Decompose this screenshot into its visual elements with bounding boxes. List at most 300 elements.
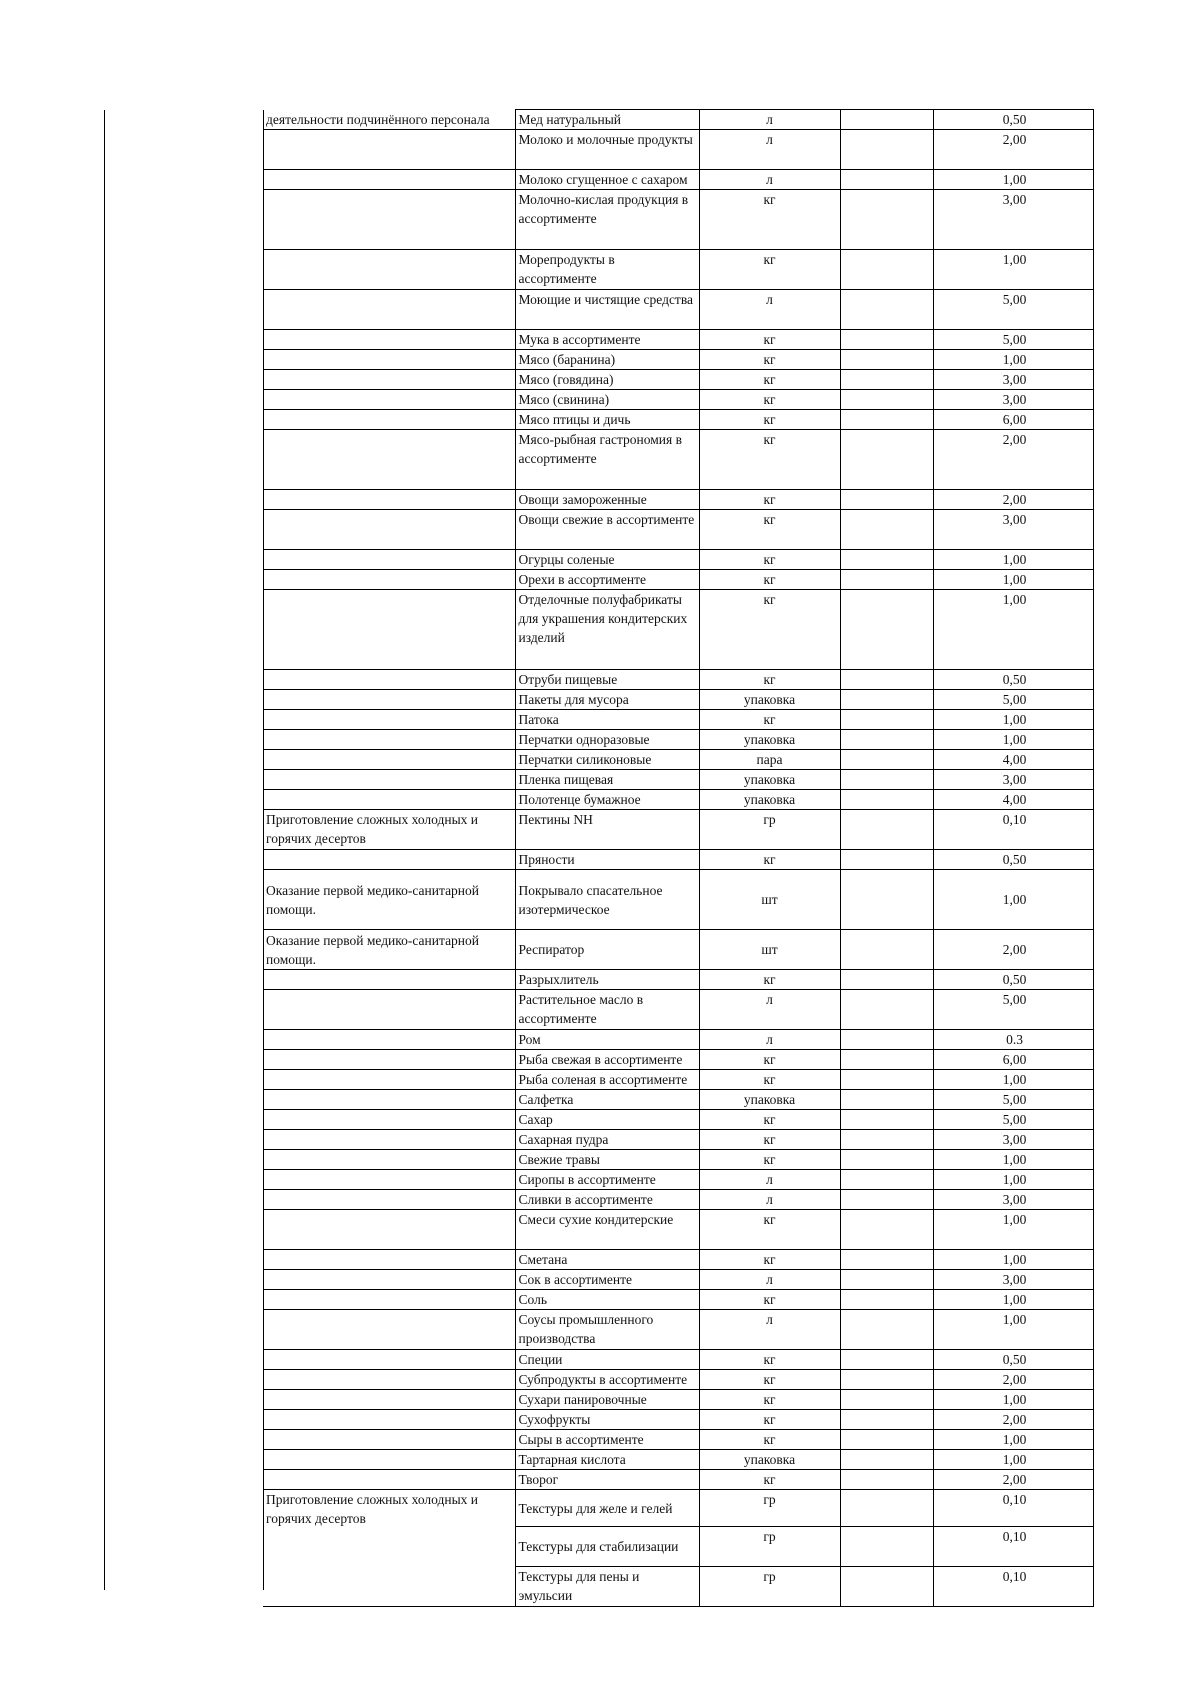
quantity-cell: 1,00: [933, 250, 1093, 290]
section-cell: [263, 730, 515, 750]
section-cell: [263, 790, 515, 810]
blank-cell: [840, 810, 933, 850]
blank-cell: [840, 990, 933, 1030]
item-name-cell: Сахарная пудра: [515, 1130, 699, 1150]
table-row: [263, 1470, 1093, 1490]
quantity-cell: 1,00: [933, 1430, 1093, 1450]
unit-cell: кг: [699, 1050, 840, 1070]
table-row: [263, 1410, 1093, 1430]
section-cell: [263, 1170, 515, 1190]
unit-cell: кг: [699, 1470, 840, 1490]
section-cell: [263, 770, 515, 790]
table-row: [263, 730, 1093, 750]
item-name-cell: Сахар: [515, 1110, 699, 1130]
table-row: [263, 690, 1093, 710]
quantity-cell: 1,00: [933, 570, 1093, 590]
blank-cell: [840, 570, 933, 590]
table-row: [263, 290, 1093, 330]
section-cell: [263, 550, 515, 570]
quantity-cell: 5,00: [933, 990, 1093, 1030]
table-row: [263, 1110, 1093, 1130]
item-name-cell: Перчатки одноразовые: [515, 730, 699, 750]
unit-cell: л: [699, 1310, 840, 1350]
quantity-cell: 2,00: [933, 1470, 1093, 1490]
section-cell: [263, 870, 515, 930]
quantity-cell: 3,00: [933, 370, 1093, 390]
section-label: Приготовление сложных холодных и горячих десертов: [266, 1492, 479, 1526]
item-name-cell: Сухофрукты: [515, 1410, 699, 1430]
item-name-cell: Покрывало спасательное изотермическое: [515, 870, 699, 930]
unit-cell: кг: [699, 1250, 840, 1270]
section-cell: [263, 1070, 515, 1090]
table-row: [263, 1050, 1093, 1070]
blank-cell: [840, 390, 933, 410]
section-cell: [263, 1290, 515, 1310]
section-cell: [263, 1450, 515, 1470]
item-name-cell: Соль: [515, 1290, 699, 1310]
blank-cell: [840, 1490, 933, 1527]
quantity-cell: 2,00: [933, 430, 1093, 490]
quantity-cell: 0,10: [933, 1527, 1093, 1567]
quantity-cell: 3,00: [933, 1270, 1093, 1290]
table-row: [263, 1130, 1093, 1150]
item-name-cell: Творог: [515, 1470, 699, 1490]
section-cell: [263, 1490, 515, 1607]
section-cell: [263, 430, 515, 490]
unit-cell: кг: [699, 1130, 840, 1150]
item-name-cell: Мясо-рыбная гастрономия в ассортименте: [515, 430, 699, 490]
quantity-cell: 1,00: [933, 1290, 1093, 1310]
item-name-cell: Пектины NH: [515, 810, 699, 850]
quantity-cell: 1,00: [933, 1210, 1093, 1250]
section-cell: [263, 1270, 515, 1290]
section-cell: [263, 350, 515, 370]
quantity-cell: 5,00: [933, 330, 1093, 350]
blank-cell: [840, 1070, 933, 1090]
table-row: [263, 410, 1093, 430]
section-cell: [263, 1470, 515, 1490]
section-label: Оказание первой медико-санитарной помощи.: [266, 932, 480, 967]
section-cell: [263, 170, 515, 190]
unit-cell: пара: [699, 750, 840, 770]
blank-cell: [840, 1210, 933, 1250]
item-name-cell: Сухари панировочные: [515, 1390, 699, 1410]
blank-cell: [840, 430, 933, 490]
unit-cell: л: [699, 110, 840, 130]
quantity-cell: 1,00: [933, 1170, 1093, 1190]
blank-cell: [840, 1110, 933, 1130]
item-name-cell: Сливки в ассортименте: [515, 1190, 699, 1210]
item-name-cell: Мясо птицы и дичь: [515, 410, 699, 430]
item-name-cell: Салфетка: [515, 1090, 699, 1110]
table-row: [263, 550, 1093, 570]
unit-cell: упаковка: [699, 1450, 840, 1470]
quantity-cell: 5,00: [933, 290, 1093, 330]
blank-cell: [840, 590, 933, 670]
section-cell: [263, 930, 515, 970]
section-cell: [263, 290, 515, 330]
blank-cell: [840, 1527, 933, 1567]
unit-cell: кг: [699, 250, 840, 290]
table-row: [263, 590, 1093, 670]
item-name-cell: Молоко и молочные продукты: [515, 130, 699, 170]
unit-cell: кг: [699, 190, 840, 250]
quantity-cell: 1,00: [933, 590, 1093, 670]
blank-cell: [840, 490, 933, 510]
unit-cell: кг: [699, 1070, 840, 1090]
item-name-cell: Мясо (говядина): [515, 370, 699, 390]
item-name-cell: Патока: [515, 710, 699, 730]
table-row: [263, 1030, 1093, 1050]
item-name-cell: Рыба свежая в ассортименте: [515, 1050, 699, 1070]
blank-cell: [840, 1150, 933, 1170]
table-row: [263, 170, 1093, 190]
section-cell: [263, 510, 515, 550]
item-name-cell: Мясо (свинина): [515, 390, 699, 410]
blank-cell: [840, 350, 933, 370]
blank-cell: [840, 1350, 933, 1370]
table-row: [263, 370, 1093, 390]
blank-cell: [840, 510, 933, 550]
section-cell: [263, 750, 515, 770]
unit-cell: кг: [699, 710, 840, 730]
table-row: [263, 970, 1093, 990]
table-row: [263, 390, 1093, 410]
section-cell: [263, 1090, 515, 1110]
quantity-cell: 1,00: [933, 730, 1093, 750]
section-cell: [263, 970, 515, 990]
unit-cell: упаковка: [699, 770, 840, 790]
section-cell: [263, 990, 515, 1030]
unit-cell: кг: [699, 850, 840, 870]
blank-cell: [840, 1290, 933, 1310]
item-name-cell: Пленка пищевая: [515, 770, 699, 790]
unit-cell: л: [699, 990, 840, 1030]
table-row: [263, 710, 1093, 730]
table-row: [263, 990, 1093, 1030]
item-name-cell: Растительное масло в ассортименте: [515, 990, 699, 1030]
blank-cell: [840, 290, 933, 330]
blank-cell: [840, 1170, 933, 1190]
section-cell: [263, 1310, 515, 1350]
section-cell: [263, 330, 515, 350]
table-row: [263, 1490, 1093, 1527]
quantity-cell: 1,00: [933, 170, 1093, 190]
section-cell: [263, 1030, 515, 1050]
section-cell: [263, 1370, 515, 1390]
item-name-cell: Мука в ассортименте: [515, 330, 699, 350]
table-row: [263, 1270, 1093, 1290]
unit-cell: шт: [699, 870, 840, 930]
item-name-cell: Сметана: [515, 1250, 699, 1270]
item-name-cell: Ром: [515, 1030, 699, 1050]
item-name-cell: Сиропы в ассортименте: [515, 1170, 699, 1190]
blank-cell: [840, 770, 933, 790]
quantity-cell: 5,00: [933, 1110, 1093, 1130]
unit-cell: л: [699, 1270, 840, 1290]
table-row: [263, 810, 1093, 850]
unit-cell: гр: [699, 1490, 840, 1527]
table-row: [263, 570, 1093, 590]
blank-cell: [840, 870, 933, 930]
quantity-cell: 2,00: [933, 930, 1093, 970]
unit-cell: упаковка: [699, 690, 840, 710]
blank-cell: [840, 250, 933, 290]
item-name-cell: Овощи замороженные: [515, 490, 699, 510]
blank-cell: [840, 1190, 933, 1210]
quantity-cell: 0,50: [933, 110, 1093, 130]
unit-cell: кг: [699, 490, 840, 510]
unit-cell: упаковка: [699, 730, 840, 750]
item-name-cell: Пряности: [515, 850, 699, 870]
table-row: [263, 1350, 1093, 1370]
blank-cell: [840, 1270, 933, 1290]
item-name-cell: Текстуры для пены и эмульсии: [515, 1567, 699, 1607]
section-cell: [263, 110, 515, 130]
table-row: [263, 1310, 1093, 1350]
quantity-cell: 1,00: [933, 1390, 1093, 1410]
blank-cell: [840, 170, 933, 190]
table-row: [263, 1390, 1093, 1410]
table-row: [263, 1070, 1093, 1090]
unit-cell: гр: [699, 1567, 840, 1607]
item-name-cell: Смеси сухие кондитерские: [515, 1210, 699, 1250]
blank-cell: [840, 850, 933, 870]
quantity-cell: 3,00: [933, 390, 1093, 410]
item-name-cell: Овощи свежие в ассортименте: [515, 510, 699, 550]
unit-cell: кг: [699, 590, 840, 670]
blank-cell: [840, 1370, 933, 1390]
quantity-cell: 1,00: [933, 1150, 1093, 1170]
section-cell: [263, 1210, 515, 1250]
unit-cell: кг: [699, 330, 840, 350]
blank-cell: [840, 370, 933, 390]
blank-cell: [840, 550, 933, 570]
table-row: [263, 1370, 1093, 1390]
blank-cell: [840, 1470, 933, 1490]
table-row: [263, 1190, 1093, 1210]
item-name-cell: Субпродукты в ассортименте: [515, 1370, 699, 1390]
table-row: [263, 1290, 1093, 1310]
quantity-cell: 1,00: [933, 1310, 1093, 1350]
item-name-cell: Респиратор: [515, 930, 699, 970]
quantity-cell: 5,00: [933, 1090, 1093, 1110]
blank-cell: [840, 410, 933, 430]
quantity-cell: 1,00: [933, 350, 1093, 370]
section-cell: [263, 670, 515, 690]
unit-cell: кг: [699, 390, 840, 410]
quantity-cell: 3,00: [933, 770, 1093, 790]
blank-cell: [840, 1310, 933, 1350]
section-cell: [263, 410, 515, 430]
section-cell: [263, 1430, 515, 1450]
quantity-cell: 0,10: [933, 1490, 1093, 1527]
blank-cell: [840, 330, 933, 350]
quantity-cell: 2,00: [933, 1370, 1093, 1390]
table-row: [263, 850, 1093, 870]
unit-cell: кг: [699, 1390, 840, 1410]
quantity-cell: 0,50: [933, 970, 1093, 990]
section-cell: [263, 190, 515, 250]
table-row: [263, 110, 1093, 130]
blank-cell: [840, 1030, 933, 1050]
quantity-cell: 0,50: [933, 670, 1093, 690]
blank-cell: [840, 1567, 933, 1607]
section-cell: [263, 130, 515, 170]
quantity-cell: 2,00: [933, 490, 1093, 510]
blank-cell: [840, 970, 933, 990]
unit-cell: кг: [699, 370, 840, 390]
quantity-cell: 5,00: [933, 690, 1093, 710]
quantity-cell: 1,00: [933, 870, 1093, 930]
item-name-cell: Перчатки силиконовые: [515, 750, 699, 770]
section-cell: [263, 250, 515, 290]
item-name-cell: Пакеты для мусора: [515, 690, 699, 710]
unit-cell: кг: [699, 570, 840, 590]
quantity-cell: 3,00: [933, 1130, 1093, 1150]
quantity-cell: 0,50: [933, 850, 1093, 870]
section-cell: [263, 810, 515, 850]
unit-cell: кг: [699, 1210, 840, 1250]
blank-cell: [840, 1390, 933, 1410]
blank-cell: [840, 750, 933, 770]
quantity-cell: 0,10: [933, 1567, 1093, 1607]
unit-cell: кг: [699, 430, 840, 490]
item-name-cell: Мясо (баранина): [515, 350, 699, 370]
unit-cell: кг: [699, 1110, 840, 1130]
item-name-cell: Разрыхлитель: [515, 970, 699, 990]
section-cell: [263, 590, 515, 670]
inventory-table-body: [263, 110, 1093, 1607]
table-row: [263, 870, 1093, 930]
blank-cell: [840, 1050, 933, 1070]
quantity-cell: 4,00: [933, 750, 1093, 770]
item-name-cell: Текстуры для стабилизации: [515, 1527, 699, 1567]
unit-cell: кг: [699, 550, 840, 570]
quantity-cell: 0,10: [933, 810, 1093, 850]
unit-cell: л: [699, 290, 840, 330]
section-label: Приготовление сложных холодных и горячих десертов: [266, 812, 479, 846]
section-cell: [263, 1110, 515, 1130]
table-row: [263, 250, 1093, 290]
blank-cell: [840, 730, 933, 750]
inventory-table: [263, 109, 1094, 1607]
item-name-cell: Мед натуральный: [515, 110, 699, 130]
section-cell: [263, 1150, 515, 1170]
unit-cell: кг: [699, 970, 840, 990]
item-name-cell: Отруби пищевые: [515, 670, 699, 690]
table-row: [263, 430, 1093, 490]
blank-cell: [840, 1430, 933, 1450]
quantity-cell: 3,00: [933, 1190, 1093, 1210]
item-name-cell: Орехи в ассортименте: [515, 570, 699, 590]
quantity-cell: 2,00: [933, 1410, 1093, 1430]
section-cell: [263, 1190, 515, 1210]
blank-cell: [840, 110, 933, 130]
table-row: [263, 1430, 1093, 1450]
unit-cell: кг: [699, 1290, 840, 1310]
quantity-cell: 6,00: [933, 410, 1093, 430]
table-row: [263, 670, 1093, 690]
section-cell: [263, 1250, 515, 1270]
quantity-cell: 3,00: [933, 190, 1093, 250]
table-row: [263, 790, 1093, 810]
item-name-cell: Сок в ассортименте: [515, 1270, 699, 1290]
section-cell: [263, 1350, 515, 1370]
unit-cell: кг: [699, 1150, 840, 1170]
section-cell: [263, 1410, 515, 1430]
quantity-cell: 2,00: [933, 130, 1093, 170]
table-row: [263, 130, 1093, 170]
item-name-cell: Морепродукты в ассортименте: [515, 250, 699, 290]
unit-cell: кг: [699, 1370, 840, 1390]
unit-cell: л: [699, 1030, 840, 1050]
unit-cell: л: [699, 1170, 840, 1190]
unit-cell: кг: [699, 670, 840, 690]
unit-cell: гр: [699, 810, 840, 850]
unit-cell: кг: [699, 510, 840, 550]
unit-cell: кг: [699, 1350, 840, 1370]
blank-cell: [840, 1130, 933, 1150]
section-cell: [263, 490, 515, 510]
section-cell: [263, 390, 515, 410]
table-row: [263, 330, 1093, 350]
item-name-cell: Сыры в ассортименте: [515, 1430, 699, 1450]
blank-cell: [840, 1450, 933, 1470]
item-name-cell: Огурцы соленые: [515, 550, 699, 570]
quantity-cell: 4,00: [933, 790, 1093, 810]
table-row: [263, 1250, 1093, 1270]
section-cell: [263, 1130, 515, 1150]
table-row: [263, 190, 1093, 250]
section-cell: [263, 710, 515, 730]
section-cell: [263, 850, 515, 870]
unit-cell: кг: [699, 350, 840, 370]
item-name-cell: Свежие травы: [515, 1150, 699, 1170]
item-name-cell: Текстуры для желе и гелей: [515, 1490, 699, 1527]
blank-cell: [840, 790, 933, 810]
section-label: деятельности подчинённого персонала: [266, 111, 490, 127]
unit-cell: л: [699, 130, 840, 170]
table-row: [263, 1170, 1093, 1190]
section-cell: [263, 1390, 515, 1410]
unit-cell: л: [699, 170, 840, 190]
quantity-cell: 1,00: [933, 1450, 1093, 1470]
table-row: [263, 1210, 1093, 1250]
blank-cell: [840, 670, 933, 690]
section-cell: [263, 1050, 515, 1070]
unit-cell: гр: [699, 1527, 840, 1567]
table-row: [263, 510, 1093, 550]
blank-cell: [840, 190, 933, 250]
unit-cell: л: [699, 1190, 840, 1210]
section-cell: [263, 370, 515, 390]
table-row: [263, 750, 1093, 770]
table-row: [263, 490, 1093, 510]
quantity-cell: 1,00: [933, 550, 1093, 570]
item-name-cell: Специи: [515, 1350, 699, 1370]
item-name-cell: Отделочные полуфабрикаты для украшения кондитерских изделий: [515, 590, 699, 670]
unit-cell: кг: [699, 1410, 840, 1430]
table-row: [263, 350, 1093, 370]
blank-cell: [840, 1250, 933, 1270]
item-name-cell: Тартарная кислота: [515, 1450, 699, 1470]
item-name-cell: Соусы промышленного производства: [515, 1310, 699, 1350]
item-name-cell: Молоко сгущенное с сахаром: [515, 170, 699, 190]
table-row: [263, 770, 1093, 790]
quantity-cell: 1,00: [933, 710, 1093, 730]
item-name-cell: Моющие и чистящие средства: [515, 290, 699, 330]
